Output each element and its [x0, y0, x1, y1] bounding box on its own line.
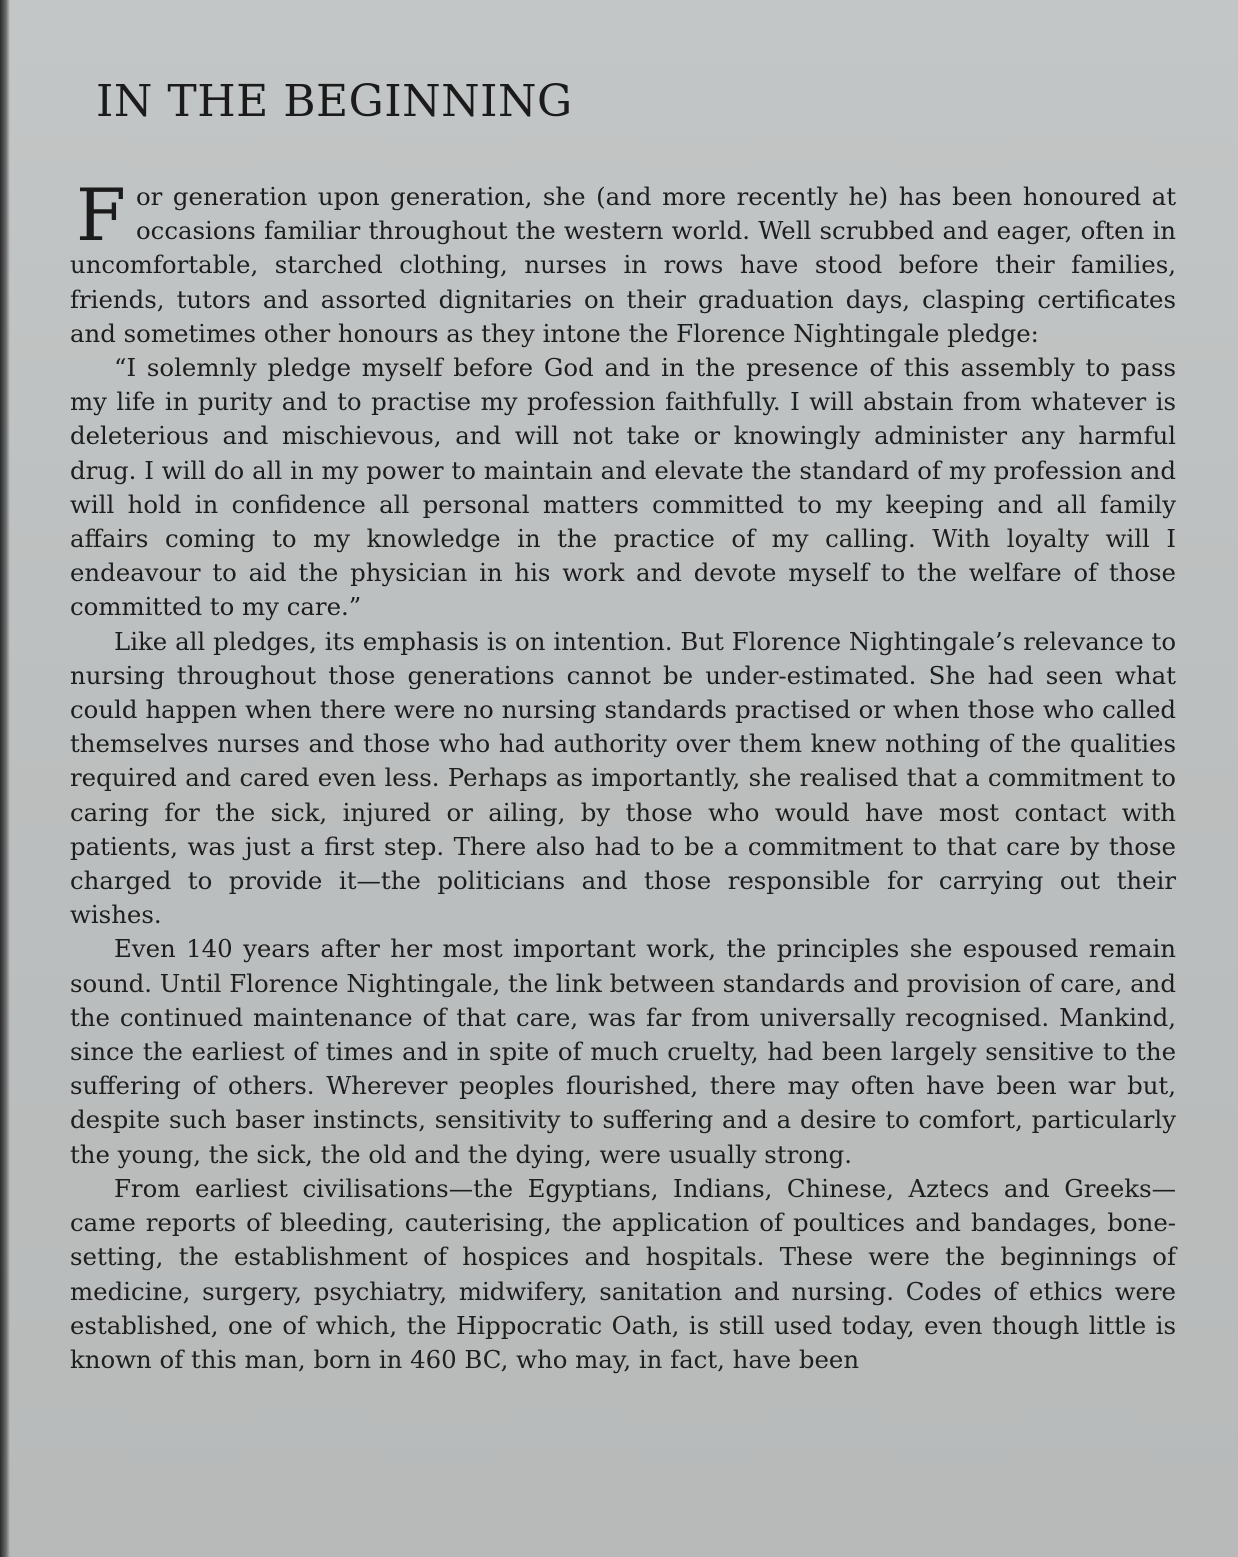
- paragraph-5: From earliest civilisations—the Egyptians, Indians, Chinese, Aztecs and Greeks—came reports of bleeding, cauterising, the application of poultices and bandages, bone-setting, the establishment of hospices and hospitals. These were the beginnings of medicine, surgery, psychiatry, midwifery, sanitation and nursing. Codes of ethics were established, one of which, the Hippocratic Oath, is still used today, even though little is known of this man, born in 460 BC, who may, in fact, have been: [70, 1173, 1176, 1374]
- body-text: [70, 173, 1176, 1377]
- paragraph-1: [70, 173, 1176, 351]
- book-spine-shadow: [0, 0, 10, 1557]
- paragraph-3: Like all pledges, its emphasis is on intention. But Florence Nightingale’s relevance to nursing throughout those generations cannot be under-estimated. She had seen what could happen when there were no nursing standards practised or when those who called themselves nurses and those who had authority over them knew nothing of the qualities required and cared even less. Perhaps as importantly, she realised that a commitment to caring for the sick, injured or ailing, by those who would have most contact with patients, was just a first step. There also had to be a commitment to that care by those charged to provide it—the politicians and those responsible for carrying out their wishes.: [70, 626, 1176, 930]
- chapter-heading: IN THE BEGINNING: [96, 76, 573, 127]
- paragraph-1-text: or generation upon generation, she (and more recently he) has been honoured at occasions familiar throughout the western world. Well scrubbed and eager, often in uncomfortable, starched clothing, nurses in rows have stood before their families, friends, tutors and assorted dignitaries on their graduation days, clasping certificates and sometimes other honours as they intone the Florence Nightingale pledge:: [70, 182, 1176, 348]
- paragraph-2-pledge: “I solemnly pledge myself before God and in the presence of this assembly to pass my life in purity and to practise my profession faithfully. I will abstain from whatever is deleterious and mischievous, and will not take or knowingly administer any harmful drug. I will do all in my power to maintain and elevate the standard of my profession and will hold in confidence all personal matters committed to my keeping and all family affairs coming to my knowledge in the practice of my calling. With loyalty will I endeavour to aid the physician in his work and devote myself to the welfare of those committed to my care.”: [70, 353, 1176, 622]
- paragraph-4: Even 140 years after her most important work, the principles she espoused remain sound. Until Florence Nightingale, the link between standards and provision of care, and the continued maintenance of that care, was far from universally recognised. Mankind, since the earliest of times and in spite of much cruelty, had been largely sensitive to the suffering of others. Wherever peoples flourished, there may often have been war but, despite such baser instincts, sensitivity to suffering and a desire to comfort, particularly the young, the sick, the old and the dying, were usually strong.: [70, 934, 1176, 1169]
- drop-cap: F: [76, 173, 126, 257]
